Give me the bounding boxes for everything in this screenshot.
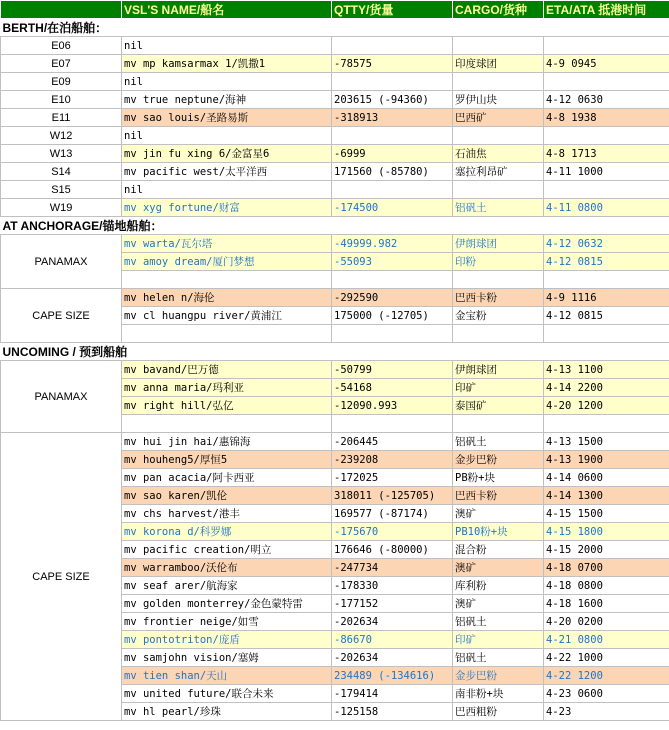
cargo-cell[interactable]: 巴西卡粉: [453, 487, 544, 505]
eta-cell[interactable]: [544, 37, 669, 55]
header-eta[interactable]: ETA/ATA 抵港时间: [544, 1, 669, 19]
vessel-name-cell[interactable]: mv right hill/弘亿: [122, 397, 332, 415]
quantity-cell[interactable]: -172025: [332, 469, 453, 487]
quantity-cell[interactable]: -179414: [332, 685, 453, 703]
cargo-cell[interactable]: 伊朗球团: [453, 235, 544, 253]
anchorage-section-title: [1, 217, 669, 235]
vessel-class-cell[interactable]: CAPE SIZE: [1, 289, 122, 343]
eta-cell[interactable]: 4-12 0815: [544, 253, 669, 271]
vessel-name-cell[interactable]: mv warramboo/沃伦布: [122, 559, 332, 577]
cargo-cell[interactable]: 金宝粉: [453, 307, 544, 325]
quantity-cell[interactable]: 176646 (-80000): [332, 541, 453, 559]
quantity-cell[interactable]: -54168: [332, 379, 453, 397]
eta-cell[interactable]: 4-14 0600: [544, 469, 669, 487]
table-row[interactable]: [1, 235, 669, 253]
cargo-cell[interactable]: 塞拉利昂矿: [453, 163, 544, 181]
cargo-cell[interactable]: 印矿: [453, 379, 544, 397]
eta-cell[interactable]: 4-15 2000: [544, 541, 669, 559]
eta-cell[interactable]: 4-21 0800: [544, 631, 669, 649]
vessel-name-cell[interactable]: mv sao karen/凯伦: [122, 487, 332, 505]
cargo-cell[interactable]: 铝矾土: [453, 649, 544, 667]
vessel-name-cell[interactable]: mv helen n/海伦: [122, 289, 332, 307]
quantity-cell[interactable]: -202634: [332, 649, 453, 667]
eta-cell[interactable]: [544, 181, 669, 199]
vessel-name-cell[interactable]: mv chs harvest/港丰: [122, 505, 332, 523]
vessel-name-cell[interactable]: mv tien shan/天山: [122, 667, 332, 685]
quantity-cell[interactable]: -175670: [332, 523, 453, 541]
eta-cell[interactable]: 4-14 1300: [544, 487, 669, 505]
eta-cell[interactable]: 4-8 1938: [544, 109, 669, 127]
quantity-cell[interactable]: -206445: [332, 433, 453, 451]
quantity-cell[interactable]: -6999: [332, 145, 453, 163]
table-row[interactable]: [1, 55, 669, 73]
quantity-cell[interactable]: 169577 (-87174): [332, 505, 453, 523]
eta-cell[interactable]: 4-8 1713: [544, 145, 669, 163]
vessel-name-cell[interactable]: mv korona d/科罗娜: [122, 523, 332, 541]
berth-slot-cell[interactable]: E10: [1, 91, 122, 109]
table-row[interactable]: [1, 109, 669, 127]
cargo-cell[interactable]: 巴西粗粉: [453, 703, 544, 721]
vessel-name-cell[interactable]: nil: [122, 127, 332, 145]
vessel-name-cell[interactable]: nil: [122, 181, 332, 199]
vessel-name-cell[interactable]: mv amoy dream/厦门梦想: [122, 253, 332, 271]
eta-cell[interactable]: [544, 415, 669, 433]
vessel-name-cell[interactable]: mv xyg fortune/财富: [122, 199, 332, 217]
vessel-name-cell[interactable]: mv cl huangpu river/黄浦江: [122, 307, 332, 325]
eta-cell[interactable]: 4-12 0632: [544, 235, 669, 253]
quantity-cell[interactable]: -86670: [332, 631, 453, 649]
vessel-name-cell[interactable]: mv golden monterrey/金色蒙特雷: [122, 595, 332, 613]
cargo-cell[interactable]: PB粉+块: [453, 469, 544, 487]
cargo-cell[interactable]: 铝矾土: [453, 613, 544, 631]
header-vessel-name[interactable]: VSL'S NAME/船名: [122, 1, 332, 19]
quantity-cell[interactable]: 234489 (-134616): [332, 667, 453, 685]
quantity-cell[interactable]: -125158: [332, 703, 453, 721]
table-row[interactable]: [1, 199, 669, 217]
vessel-name-cell[interactable]: [122, 415, 332, 433]
vessel-name-cell[interactable]: mv hui jin hai/惠锦海: [122, 433, 332, 451]
vessel-class-cell[interactable]: PANAMAX: [1, 361, 122, 433]
vessel-name-cell[interactable]: mv hl pearl/珍珠: [122, 703, 332, 721]
eta-cell[interactable]: 4-13 1500: [544, 433, 669, 451]
berth-slot-cell[interactable]: E07: [1, 55, 122, 73]
cargo-cell[interactable]: [453, 37, 544, 55]
header-slot[interactable]: [1, 1, 122, 19]
quantity-cell[interactable]: -174500: [332, 199, 453, 217]
vessel-name-cell[interactable]: mv united future/联合未来: [122, 685, 332, 703]
eta-cell[interactable]: 4-20 1200: [544, 397, 669, 415]
cargo-cell[interactable]: 泰国矿: [453, 397, 544, 415]
upcoming-section-title-label[interactable]: UNCOMING / 预到船舶: [1, 343, 669, 361]
eta-cell[interactable]: [544, 325, 669, 343]
eta-cell[interactable]: 4-15 1800: [544, 523, 669, 541]
cargo-cell[interactable]: [453, 73, 544, 91]
vessel-name-cell[interactable]: [122, 325, 332, 343]
quantity-cell[interactable]: [332, 73, 453, 91]
vessel-name-cell[interactable]: mv pacific creation/明立: [122, 541, 332, 559]
berth-slot-cell[interactable]: E11: [1, 109, 122, 127]
cargo-cell[interactable]: 罗伊山块: [453, 91, 544, 109]
vessel-name-cell[interactable]: mv frontier neige/如雪: [122, 613, 332, 631]
eta-cell[interactable]: 4-13 1900: [544, 451, 669, 469]
berth-section-title: [1, 19, 669, 37]
vessel-name-cell[interactable]: mv samjohn vision/塞姆: [122, 649, 332, 667]
table-row[interactable]: [1, 73, 669, 91]
table-row[interactable]: [1, 163, 669, 181]
cargo-cell[interactable]: [453, 325, 544, 343]
cargo-cell[interactable]: 印粉: [453, 253, 544, 271]
table-row[interactable]: [1, 37, 669, 55]
cargo-cell[interactable]: 澳矿: [453, 559, 544, 577]
quantity-cell[interactable]: -239208: [332, 451, 453, 469]
eta-cell[interactable]: 4-9 1116: [544, 289, 669, 307]
berth-slot-cell[interactable]: E06: [1, 37, 122, 55]
cargo-cell[interactable]: 印度球团: [453, 55, 544, 73]
quantity-cell[interactable]: [332, 415, 453, 433]
eta-cell[interactable]: 4-9 0945: [544, 55, 669, 73]
header-quantity[interactable]: QTTY/货量: [332, 1, 453, 19]
cargo-cell[interactable]: 巴西矿: [453, 109, 544, 127]
quantity-cell[interactable]: [332, 127, 453, 145]
cargo-cell[interactable]: [453, 181, 544, 199]
eta-cell[interactable]: 4-23: [544, 703, 669, 721]
table-row[interactable]: [1, 145, 669, 163]
vessel-name-cell[interactable]: mv bavand/巴万德: [122, 361, 332, 379]
eta-cell[interactable]: 4-22 1200: [544, 667, 669, 685]
eta-cell[interactable]: 4-18 1600: [544, 595, 669, 613]
eta-cell[interactable]: 4-11 1000: [544, 163, 669, 181]
quantity-cell[interactable]: -12090.993: [332, 397, 453, 415]
vessel-name-cell[interactable]: mv warta/瓦尔塔: [122, 235, 332, 253]
cargo-cell[interactable]: 混合粉: [453, 541, 544, 559]
eta-cell[interactable]: 4-15 1500: [544, 505, 669, 523]
cargo-cell[interactable]: 金步巴粉: [453, 451, 544, 469]
berth-slot-cell[interactable]: E09: [1, 73, 122, 91]
vessel-name-cell[interactable]: nil: [122, 73, 332, 91]
eta-cell[interactable]: 4-13 1100: [544, 361, 669, 379]
cargo-cell[interactable]: 澳矿: [453, 595, 544, 613]
eta-cell[interactable]: 4-23 0600: [544, 685, 669, 703]
cargo-cell[interactable]: 石油焦: [453, 145, 544, 163]
cargo-cell[interactable]: 铝矾土: [453, 199, 544, 217]
berth-slot-cell[interactable]: W12: [1, 127, 122, 145]
cargo-cell[interactable]: 印矿: [453, 631, 544, 649]
table-body: [1, 1, 669, 721]
eta-cell[interactable]: 4-18 0800: [544, 577, 669, 595]
cargo-cell[interactable]: 伊朗球团: [453, 361, 544, 379]
cargo-cell[interactable]: 库利粉: [453, 577, 544, 595]
quantity-cell[interactable]: 175000 (-12705): [332, 307, 453, 325]
eta-cell[interactable]: 4-12 0630: [544, 91, 669, 109]
table-row[interactable]: [1, 91, 669, 109]
cargo-cell[interactable]: 铝矾土: [453, 433, 544, 451]
anchorage-section-title-label[interactable]: AT ANCHORAGE/锚地船舶：: [1, 217, 669, 235]
cargo-cell[interactable]: [453, 127, 544, 145]
quantity-cell[interactable]: -178330: [332, 577, 453, 595]
berth-slot-cell[interactable]: W19: [1, 199, 122, 217]
quantity-cell[interactable]: -177152: [332, 595, 453, 613]
cargo-cell[interactable]: [453, 271, 544, 289]
eta-cell[interactable]: 4-20 0200: [544, 613, 669, 631]
quantity-cell[interactable]: -78575: [332, 55, 453, 73]
cargo-cell[interactable]: 澳矿: [453, 505, 544, 523]
vessel-name-cell[interactable]: mv pontotriton/庞盾: [122, 631, 332, 649]
eta-cell[interactable]: 4-11 0800: [544, 199, 669, 217]
header-row: [1, 1, 669, 19]
vessel-name-cell[interactable]: nil: [122, 37, 332, 55]
eta-cell[interactable]: [544, 271, 669, 289]
quantity-cell[interactable]: -318913: [332, 109, 453, 127]
quantity-cell[interactable]: -55093: [332, 253, 453, 271]
cargo-cell[interactable]: 金步巴粉: [453, 667, 544, 685]
eta-cell[interactable]: [544, 73, 669, 91]
quantity-cell[interactable]: 318011 (-125705): [332, 487, 453, 505]
vessel-name-cell[interactable]: mv pacific west/太平洋西: [122, 163, 332, 181]
quantity-cell[interactable]: -50799: [332, 361, 453, 379]
vessel-name-cell[interactable]: mv jin fu xing 6/金富星6: [122, 145, 332, 163]
table-row[interactable]: [1, 127, 669, 145]
quantity-cell[interactable]: -292590: [332, 289, 453, 307]
vessel-class-cell[interactable]: PANAMAX: [1, 235, 122, 289]
quantity-cell[interactable]: -202634: [332, 613, 453, 631]
cargo-cell[interactable]: 南非粉+块: [453, 685, 544, 703]
vessel-name-cell[interactable]: mv anna maria/玛利亚: [122, 379, 332, 397]
quantity-cell[interactable]: -247734: [332, 559, 453, 577]
vessel-name-cell[interactable]: mv seaf arer/航海家: [122, 577, 332, 595]
cargo-cell[interactable]: 巴西卡粉: [453, 289, 544, 307]
berth-slot-cell[interactable]: S15: [1, 181, 122, 199]
quantity-cell[interactable]: [332, 325, 453, 343]
header-cargo[interactable]: CARGO/货种: [453, 1, 544, 19]
quantity-cell[interactable]: [332, 37, 453, 55]
vessel-class-cell[interactable]: CAPE SIZE: [1, 433, 122, 721]
quantity-cell[interactable]: 203615 (-94360): [332, 91, 453, 109]
table-row[interactable]: [1, 181, 669, 199]
eta-cell[interactable]: 4-18 0700: [544, 559, 669, 577]
eta-cell[interactable]: 4-14 2200: [544, 379, 669, 397]
table-row[interactable]: [1, 433, 669, 451]
eta-cell[interactable]: [544, 127, 669, 145]
quantity-cell[interactable]: -49999.982: [332, 235, 453, 253]
vessel-name-cell[interactable]: mv pan acacia/阿卡西亚: [122, 469, 332, 487]
berth-section-title-label[interactable]: BERTH/在泊船舶：: [1, 19, 669, 37]
quantity-cell[interactable]: [332, 181, 453, 199]
berth-slot-cell[interactable]: S14: [1, 163, 122, 181]
quantity-cell[interactable]: [332, 271, 453, 289]
table-row[interactable]: [1, 289, 669, 307]
vessel-name-cell[interactable]: mv mp kamsarmax 1/凯撒1: [122, 55, 332, 73]
cargo-cell[interactable]: [453, 415, 544, 433]
vessel-name-cell[interactable]: mv sao louis/圣路易斯: [122, 109, 332, 127]
upcoming-section-title: [1, 343, 669, 361]
vessel-name-cell[interactable]: [122, 271, 332, 289]
eta-cell[interactable]: 4-22 1000: [544, 649, 669, 667]
eta-cell[interactable]: 4-12 0815: [544, 307, 669, 325]
vessel-name-cell[interactable]: mv true neptune/海神: [122, 91, 332, 109]
berth-slot-cell[interactable]: W13: [1, 145, 122, 163]
cargo-cell[interactable]: PB10粉+块: [453, 523, 544, 541]
vessel-name-cell[interactable]: mv houheng5/厚恒5: [122, 451, 332, 469]
table-row[interactable]: [1, 361, 669, 379]
quantity-cell[interactable]: 171560 (-85780): [332, 163, 453, 181]
